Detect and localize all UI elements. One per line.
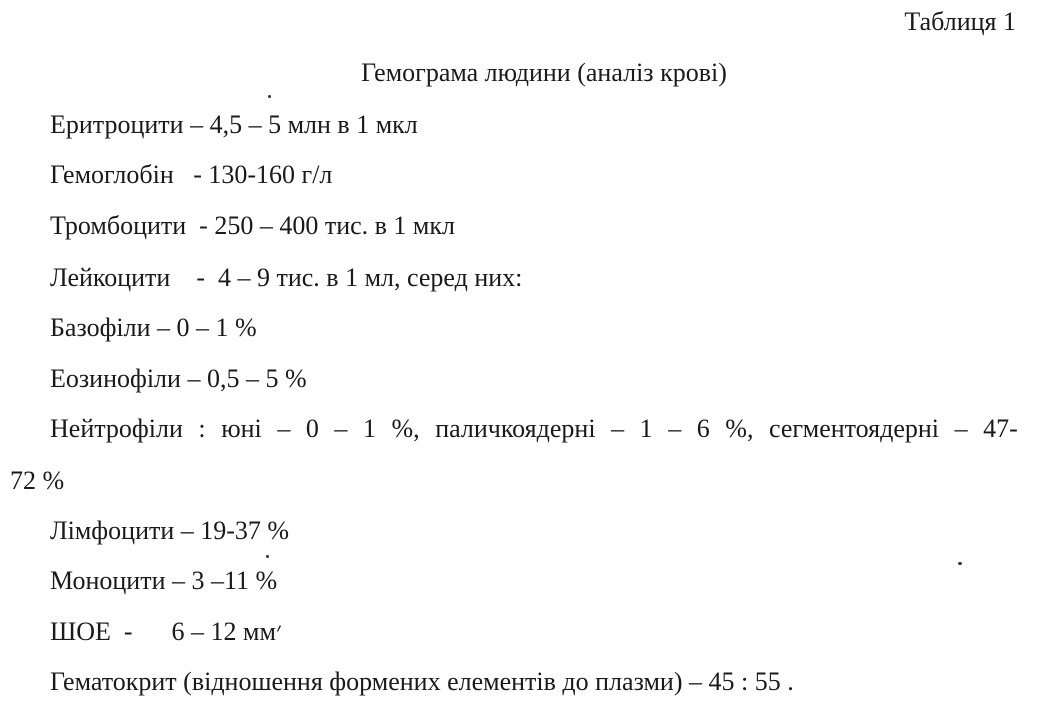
neutrophils-line bbox=[50, 414, 1018, 444]
neutrophils-word: сегментоядерні bbox=[769, 414, 940, 443]
neutrophils-word: юні bbox=[221, 414, 262, 443]
lymphocytes-line: Лімфоцити – 19-37 % bbox=[50, 516, 290, 545]
esr-line: ШОЕ - 6 – 12 мм׳ bbox=[50, 617, 282, 646]
neutrophils-word: 1 bbox=[639, 414, 653, 443]
document-title: Гемограма людини (аналіз крові) bbox=[361, 58, 727, 87]
neutrophils-word: паличкоядерні bbox=[435, 414, 596, 443]
scan-speck bbox=[268, 95, 271, 98]
neutrophils-word: – bbox=[334, 414, 348, 443]
neutrophils-line-continuation: 72 % bbox=[10, 466, 65, 495]
neutrophils-word: – bbox=[954, 414, 968, 443]
neutrophils-word: – bbox=[668, 414, 682, 443]
neutrophils-word: 0 bbox=[305, 414, 319, 443]
hemoglobin-line: Гемоглобін - 130-160 г/л bbox=[50, 160, 333, 189]
erythrocytes-line: Еритроцити – 4,5 – 5 млн в 1 мкл bbox=[50, 110, 418, 139]
monocytes-line: Моноцити – 3 –11 % bbox=[50, 566, 278, 595]
neutrophils-word: – bbox=[611, 414, 625, 443]
eosinophils-line: Еозинофіли – 0,5 – 5 % bbox=[50, 364, 307, 393]
neutrophils-word: Нейтрофіли bbox=[50, 414, 183, 443]
neutrophils-word: 47- bbox=[983, 414, 1018, 443]
neutrophils-word: : bbox=[198, 414, 206, 443]
scan-speck bbox=[958, 562, 962, 565]
neutrophils-word: – bbox=[277, 414, 291, 443]
neutrophils-word: 1 bbox=[362, 414, 376, 443]
basophils-line: Базофіли – 0 – 1 % bbox=[50, 313, 257, 342]
table-label: Таблиця 1 bbox=[904, 7, 1016, 36]
scan-speck bbox=[266, 555, 269, 558]
neutrophils-word: 6 bbox=[696, 414, 710, 443]
leukocytes-line: Лейкоцити - 4 – 9 тис. в 1 мл, серед них: bbox=[50, 263, 523, 292]
thrombocytes-line: Тромбоцити - 250 – 400 тис. в 1 мкл bbox=[50, 211, 455, 240]
neutrophils-word: %, bbox=[725, 414, 754, 443]
neutrophils-word: %, bbox=[391, 414, 420, 443]
hematocrit-line: Гематокрит (відношення формених елементів до плазми) – 45 : 55 . bbox=[50, 667, 794, 696]
